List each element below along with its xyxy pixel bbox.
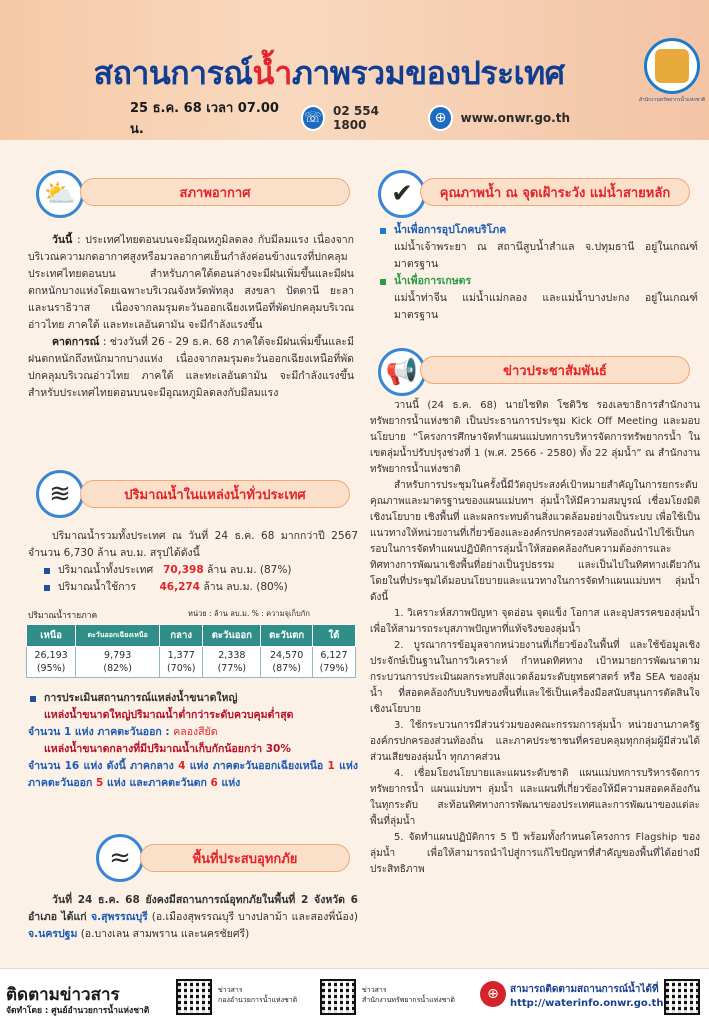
news-section-title: ข่าวประชาสัมพันธ์ bbox=[420, 356, 690, 384]
quality-section-title: คุณภาพน้ำ ณ จุดเฝ้าระวัง แม่น้ำสายหลัก bbox=[420, 178, 690, 206]
today-text: : ประเทศไทยตอนบนจะมีอุณหภูมิลดลง กับมีลมแรง เนื่องจากบริเวณความกดอากาศสูงหรือมวลอากาศเย็นกำลังค่อนข้างแรงที่ปกคลุมประเทศไทยตอนบน สำหรับภาคใต้ตอนล่างจะมีฝนเพิ่มขึ้นและมีฝนตกหนักบางแห่งโดยเฉพาะบริเวณจังหวัดพัทลุง สงขลา ปัตตานี ยะลา และนราธิวาส เนื่องจากลมรุมตะวันออกเฉียงเหนือที่พัดปกคลุมบริเวณอ่าวไทย ภาคใต้ และทะเลอันดามัน จะมีกำลังแรงขึ้น bbox=[28, 234, 354, 331]
region-value-cell: 6,127 (79%) bbox=[312, 647, 355, 678]
usable-water-item: ปริมาณน้ำใช้การ 46,274 ล้าน ลบ.ม. (80%) bbox=[42, 579, 358, 596]
news-item: 1. วิเคราะห์สภาพปัญหา จุดอ่อน จุดแข็ง โอกาส และอุปสรรคของลุ่มน้ำ เพื่อให้สามารถระบุสภาพปัญหาที่แท้จริงของลุ่มน้ำ bbox=[370, 608, 700, 635]
consume-text: แม่น้ำเจ้าพระยา ณ สถานีสูบน้ำสำแล จ.ปทุมธานี อยู่ในเกณฑ์มาตรฐาน bbox=[394, 241, 698, 270]
weather-section-title: สภาพอากาศ bbox=[80, 178, 350, 206]
total-water-item: ปริมาณน้ำทั้งประเทศ 70,398 ล้าน ลบ.ม. (87%) bbox=[42, 562, 358, 579]
qr-code-icon[interactable] bbox=[320, 979, 356, 1015]
quality-body bbox=[378, 222, 698, 324]
today-label: วันนี้ bbox=[52, 234, 73, 246]
critical-count: จำนวน 1 แห่ง ภาคตะวันออก : คลองสียัด bbox=[28, 726, 218, 738]
report-datetime: 25 ธ.ค. 68 เวลา 07.00 น. bbox=[130, 101, 279, 137]
website-link[interactable]: www.onwr.go.th bbox=[460, 111, 570, 125]
region-value-cell: 26,193 (95%) bbox=[27, 647, 76, 678]
large-reservoir-assessment bbox=[28, 690, 358, 792]
dam-icon: ≋ bbox=[36, 470, 84, 518]
news-item: 5. จัดทำแผนปฏิบัติการ 5 ปี พร้อมทั้งกำหนดโครงการ Flagship ของลุ่มน้ำ เพื่อให้สามารถนำไปสู่การแก้ไขปัญหาที่สำคัญของพื้นที่ได้อย่างมีประสิทธิภาพ bbox=[370, 832, 700, 875]
follow-url[interactable]: http://waterinfo.onwr.go.th bbox=[510, 998, 664, 1009]
qr2-label: ข่าวสาร สำนักงานทรัพยากรน้ำแห่งชาติ bbox=[362, 986, 455, 1004]
medium-count: จำนวน 16 แห่ง ดังนี้ ภาคกลาง 4 แห่ง ภาคตะวันออกเฉียงเหนือ 1 แห่ง ภาคตะวันออก 5 แห่ง และภาคตะวันตก 6 แห่ง bbox=[28, 760, 358, 789]
assessment-heading: การประเมินสถานการณ์แหล่งน้ำขนาดใหญ่ bbox=[28, 690, 358, 707]
phone-number[interactable]: 02 554 1800 bbox=[333, 104, 379, 132]
region-header: ใต้ bbox=[312, 625, 355, 647]
agri-text: แม่น้ำท่าจีน แม่น้ำแม่กลอง และแม่น้ำบางปะกง อยู่ในเกณฑ์มาตรฐาน bbox=[394, 292, 698, 321]
weather-sun-cloud-icon: ⛅ bbox=[36, 170, 84, 218]
header-banner bbox=[0, 0, 709, 140]
water-quality-icon: ✔ bbox=[378, 170, 426, 218]
logo-emblem-icon bbox=[655, 49, 689, 83]
page-title: สถานการณ์น้ำภาพรวมของประเทศ bbox=[93, 54, 565, 92]
region-header: กลาง bbox=[160, 625, 203, 647]
region-value-cell: 9,793 (82%) bbox=[76, 647, 160, 678]
reservoir-intro: ปริมาณน้ำรวมทั้งประเทศ ณ วันที่ 24 ธ.ค. 68 มากกว่าปี 2567 จำนวน 6,730 ล้าน ลบ.ม. สรุปได้ดังนี้ bbox=[28, 530, 358, 559]
news-item: 3. ใช้กระบวนการมีส่วนร่วมของคณะกรรมการลุ่มน้ำ หน่วยงานภาครัฐ องค์กรปกครองส่วนท้องถิ่น และภาคประชาชนที่ครอบคลุมทุกกลุ่มผู้มีส่วนได้ส่วนเสียของลุ่มน้ำ ทุกภาคส่วน bbox=[370, 720, 700, 763]
forecast-label: คาดการณ์ bbox=[52, 336, 100, 348]
regional-label: ปริมาณน้ำรายภาค bbox=[28, 611, 98, 621]
news-para-1: วานนี้ (24 ธ.ค. 68) นายไชทิต โชติวิช รองเลขาธิการสำนักงานทรัพยากรน้ำแห่งชาติ เป็นประธานการประชุม Kick Off Meeting และมอบนโยบาย “โครงการศึกษาจัดทำแผนแม่บทการบริหารจัดการทรัพยากรน้ำ ในเขตลุ่มน้ำปรับปรุงช่วงที่ 1 (พ.ศ. 2566 - 2580) ทั้ง 22 ลุ่มน้ำ” ณ สำนักงานทรัพยากรน้ำแห่งชาติ bbox=[370, 400, 700, 475]
region-header: เหนือ bbox=[27, 625, 76, 647]
qr-code-icon[interactable] bbox=[664, 979, 700, 1015]
flood-section-title: พื้นที่ประสบอุทกภัย bbox=[140, 844, 350, 872]
qr1-label: ข่าวสาร กองอำนวยการน้ำแห่งชาติ bbox=[218, 986, 298, 1004]
news-item: 2. บูรณาการข้อมูลจากหน่วยงานที่เกี่ยวข้องในพื้นที่ และใช้ข้อมูลเชิงประจักษ์เป็นฐานในการวิเคราะห์ กำหนดทิศทาง เป้าหมายการพัฒนาตามกระบวนการประเมินผลกระทบสิ่งแวดล้อมระดับยุทธศาสตร์ หรือ SEA ของลุ่มน้ำ ที่สอดคล้องกับบริบทของพื้นที่และใช้เป็นเครื่องมือสนับสนุนการตัดสินใจเชิงนโยบาย bbox=[370, 640, 700, 715]
region-header: ตะวันตก bbox=[261, 625, 312, 647]
medium-line: แหล่งน้ำขนาดกลางที่มีปริมาณน้ำเก็บกักน้อยกว่า 30% bbox=[44, 743, 291, 755]
flood-body: วันที่ 24 ธ.ค. 68 ยังคงมีสถานการณ์อุทกภัยในพื้นที่ 2 จังหวัด 6 อำเภอ ได้แก่ จ.สุพรรณบุรี (อ.เมืองสุพรรณบุรี บางปลาม้า และสองพี่น้อง) จ.นครปฐม (อ.บางเลน สามพราน และนครชัยศรี) bbox=[28, 894, 358, 940]
globe-icon: ⊕ bbox=[428, 105, 452, 131]
news-para-2: สำหรับการประชุมในครั้งนี้มีวัตถุประสงค์เป้าหมายสำคัญในการยกระดับคุณภาพและมาตรฐานของแผนแม่บทฯ ลุ่มน้ำให้มีความสมบูรณ์ เชื่อมโยงมิติเชิงนโยบาย เชิงพื้นที่ และผลกระทบด้านสิ่งแวดล้อมอย่างเป็นระบบ เพื่อใช้เป็นแนวทางให้หน่วยงานที่เกี่ยวข้องและองค์กรปกครองส่วนท้องถิ่นนำไปใช้เป็นกรอบในการจัดทำแผนปฏิบัติการลุ่มน้ำให้สอดคล้องกับความต้องการและทิศทางการพัฒนาเชิงพื้นที่อย่างเป็นรูปธรรม และเป็นไปในทิศทางเดียวกัน โดยในที่ประชุมได้มอบนโยบายและแนวทางในการจัดทำแผนแม่บทฯ ลุ่มน้ำ ดังนี้ bbox=[370, 480, 700, 603]
news-item: 4. เชื่อมโยงนโยบายและแผนระดับชาติ แผนแม่บทการบริหารจัดการทรัพยากรน้ำ แผนแม่บทฯ ลุ่มน้ำ และแผนที่เกี่ยวข้องให้มีความสอดคล้องกันในทุกระดับ สะท้อนทิศทางการพัฒนาของประเทศและการพัฒนาของแต่ละพื้นที่ลุ่มน้ำ bbox=[370, 768, 700, 827]
flood-icon: ≈ bbox=[96, 834, 144, 882]
qr-code-icon[interactable] bbox=[176, 979, 212, 1015]
info-bar bbox=[130, 101, 570, 137]
unit-note: หน่วย : ล้าน ลบ.ม. % : ความจุเก็บกัก bbox=[188, 609, 310, 618]
region-value-cell: 24,570 (87%) bbox=[261, 647, 312, 678]
follow-text: สามารถติดตามสถานการณ์น้ำได้ที่ bbox=[510, 984, 659, 995]
agri-item: น้ำเพื่อการเกษตร bbox=[378, 273, 698, 290]
onwr-logo bbox=[644, 38, 700, 94]
region-header: ตะวันออกเฉียงเหนือ bbox=[76, 625, 160, 647]
phone-icon: ☏ bbox=[301, 105, 325, 131]
megaphone-icon: 📢 bbox=[378, 348, 426, 396]
globe-icon: ⊕ bbox=[480, 981, 506, 1007]
reservoir-body bbox=[28, 528, 358, 596]
critical-line: แหล่งน้ำขนาดใหญ่ปริมาณน้ำต่ำกว่าระดับควบคุมต่ำสุด bbox=[44, 709, 294, 721]
footer-title: ติดตามข่าวสาร bbox=[6, 985, 120, 1005]
forecast-text: : ช่วงวันที่ 26 - 29 ธ.ค. 68 ภาคใต้จะมีฝนเพิ่มขึ้นและมีฝนตกหนักถึงหนักมากบางแห่ง เนื่องจากลมรุมตะวันออกเฉียงเหนือที่พัดปกคลุมบริเวณอ่าวไทย ภาคใต้ และทะเลอันดามัน จะมีกำลังแรงขึ้น สำหรับประเทศไทยตอนบนจะมีอุณหภูมิลดลงกับมีลมแรง bbox=[28, 336, 354, 399]
weather-body bbox=[28, 232, 354, 402]
region-value-cell: 1,377 (70%) bbox=[160, 647, 203, 678]
region-value-cell: 2,338 (77%) bbox=[203, 647, 261, 678]
logo-caption: สำนักงานทรัพยากรน้ำแห่งชาติ bbox=[638, 97, 706, 103]
footer-sub: จัดทำโดย : ศูนย์อำนวยการน้ำแห่งชาติ bbox=[6, 1006, 150, 1016]
region-header: ตะวันออก bbox=[203, 625, 261, 647]
consume-item: น้ำเพื่อการอุปโภคบริโภค bbox=[378, 222, 698, 239]
regional-water-table bbox=[26, 624, 356, 678]
reservoir-section-title: ปริมาณน้ำในแหล่งน้ำทั่วประเทศ bbox=[80, 480, 350, 508]
news-body bbox=[370, 398, 700, 878]
footer bbox=[0, 968, 709, 1024]
